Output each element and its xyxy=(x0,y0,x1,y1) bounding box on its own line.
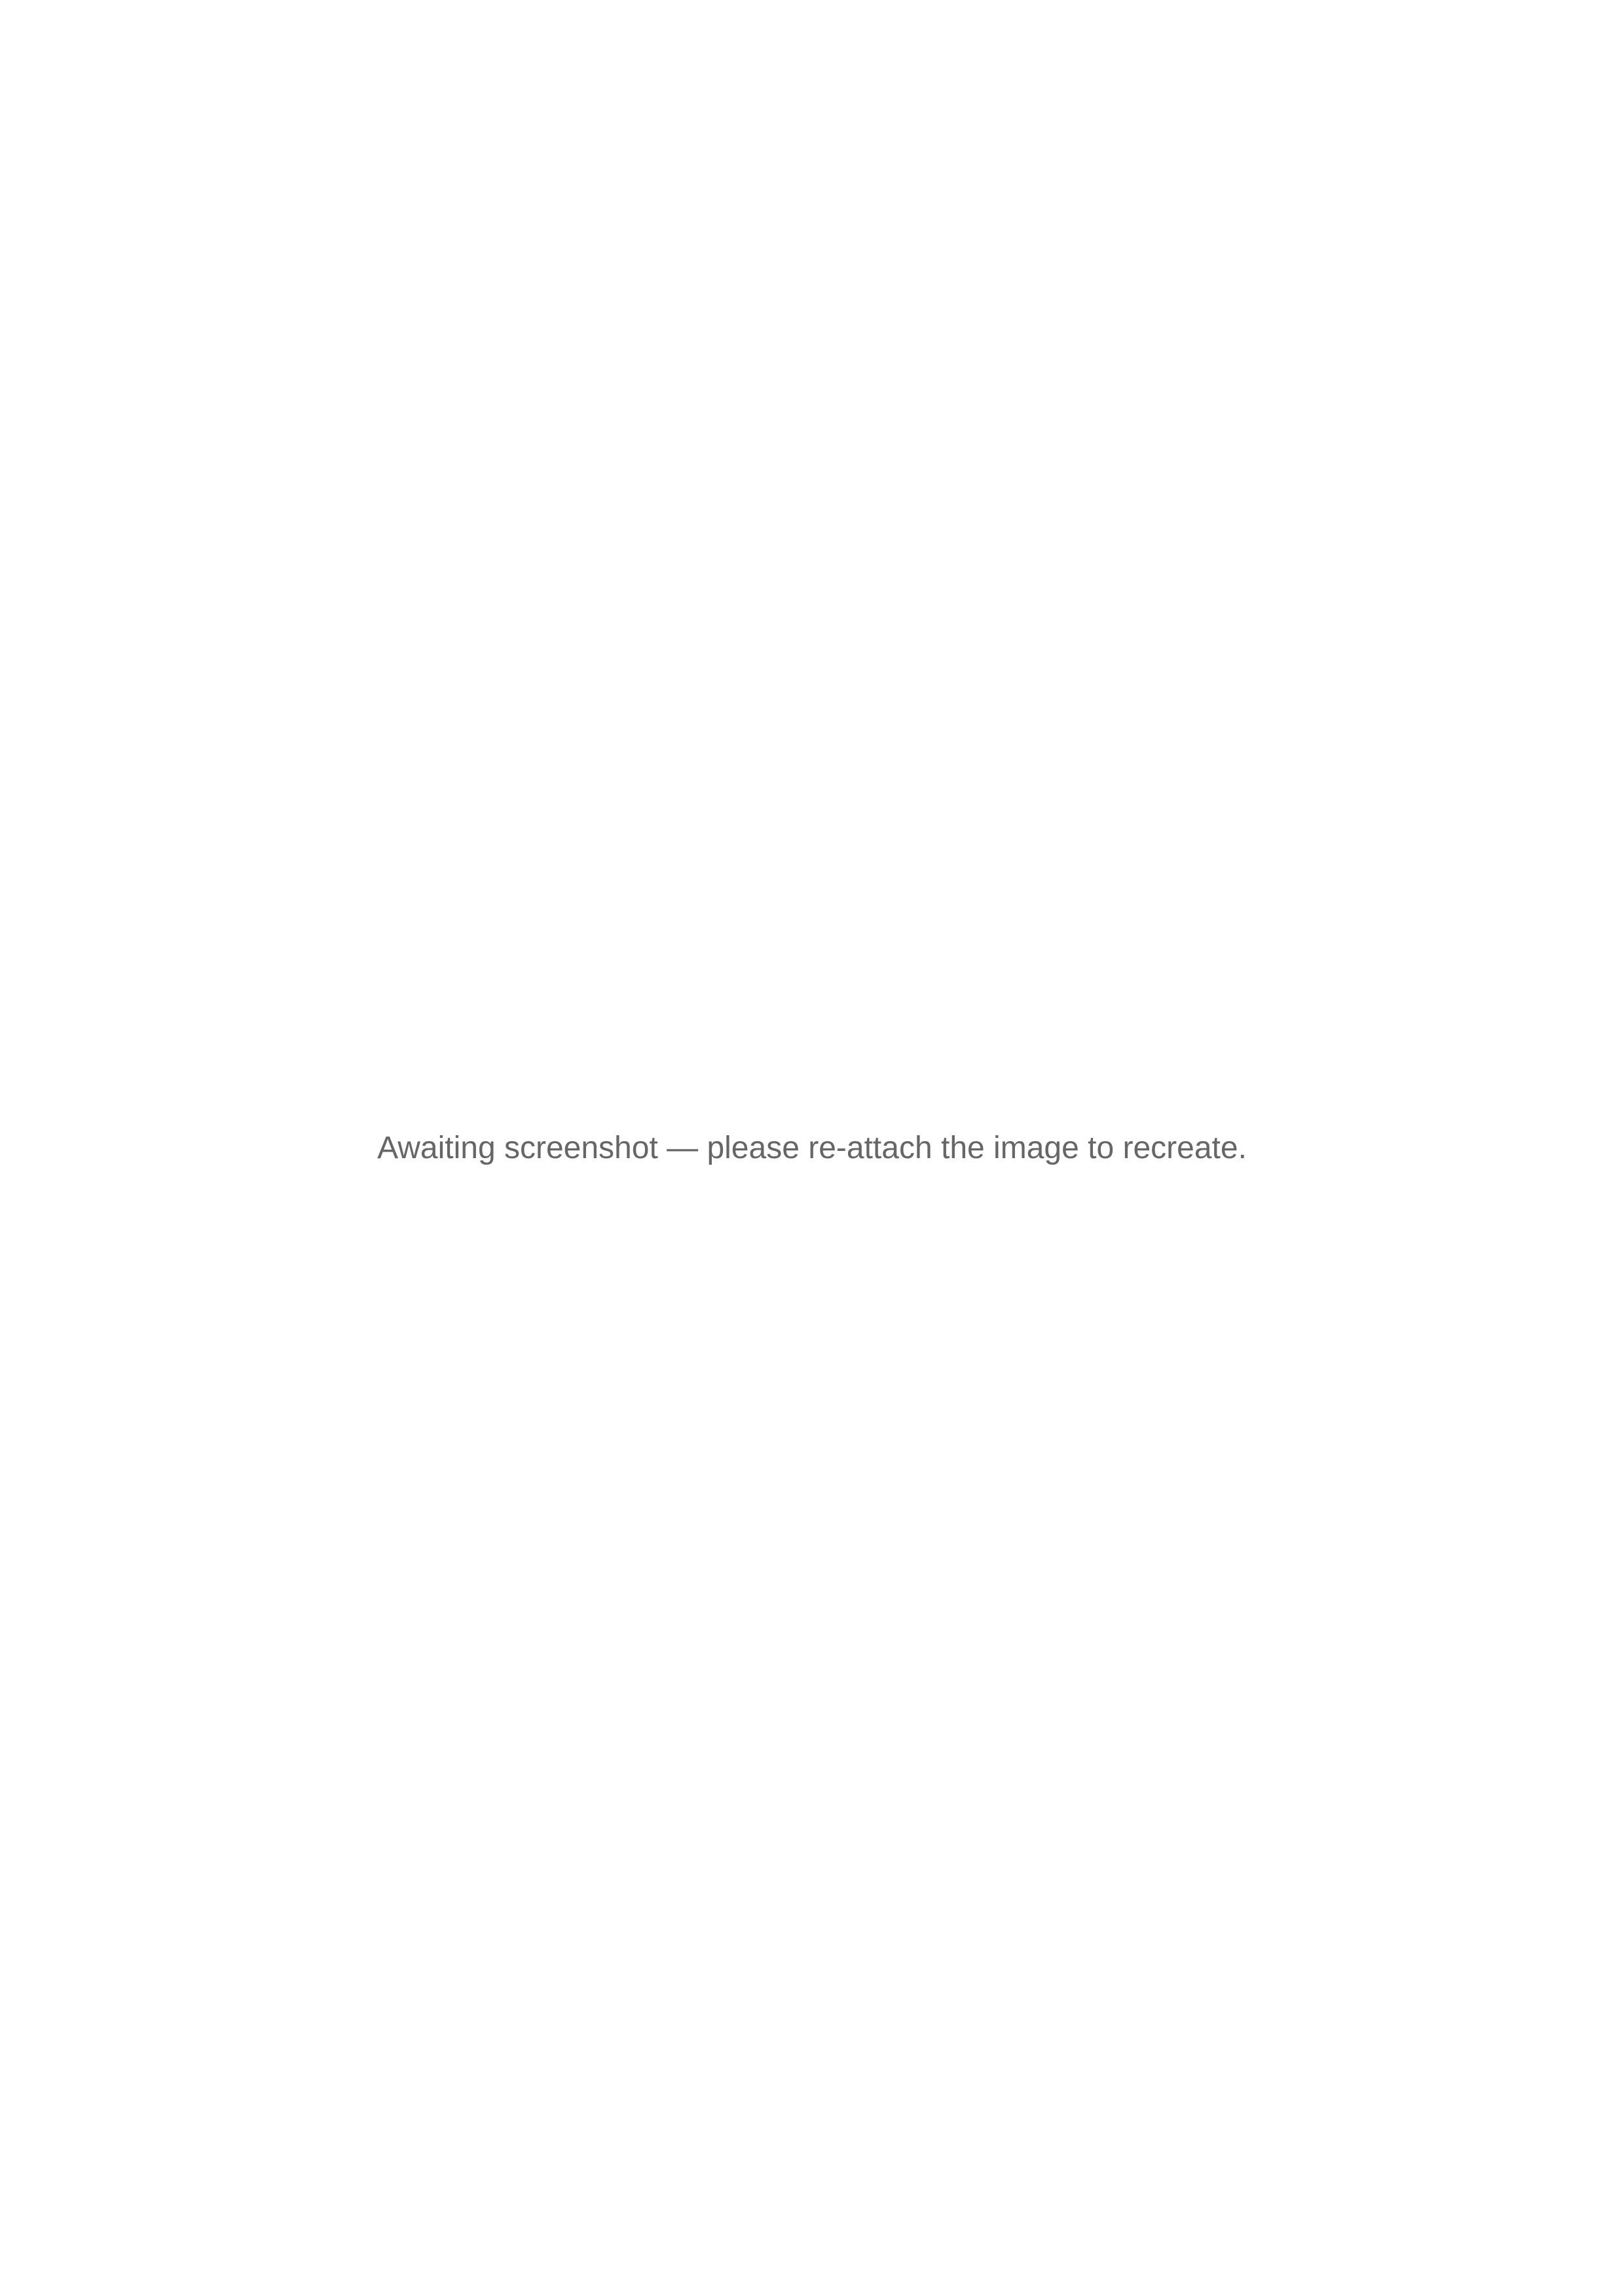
placeholder-notice: Awaiting screenshot — please re-attach the image to recreate. xyxy=(377,1131,1247,1165)
